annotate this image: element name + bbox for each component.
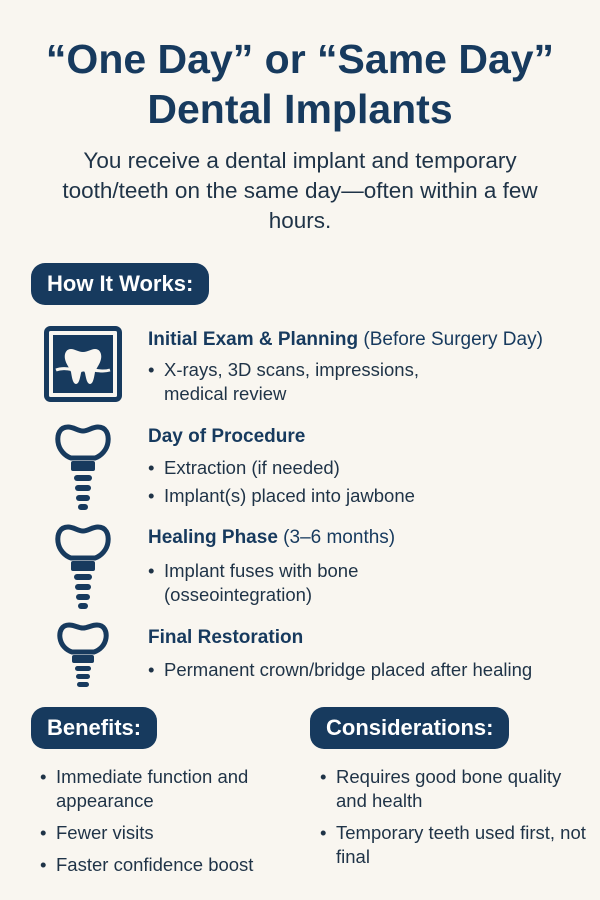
xray-tooth-icon: [44, 326, 122, 402]
title-line-2: Dental Implants: [147, 86, 453, 132]
step-healing-phase-name: Healing Phase: [148, 527, 278, 548]
list-item: • Requires good bone quality and health: [320, 765, 595, 813]
list-item: • Extraction (if needed): [148, 456, 568, 480]
step-initial-exam-name: Initial Exam & Planning: [148, 329, 359, 350]
considerations-heading: Considerations:: [310, 707, 509, 749]
page-title: [0, 34, 600, 134]
list-item: • X-rays, 3D scans, impressions, medical review: [148, 358, 448, 406]
step-final-restoration-name: Final Restoration: [148, 627, 304, 648]
title-line-1: “One Day” or “Same Day”: [45, 36, 555, 82]
list-item: • Faster confidence boost: [40, 853, 280, 877]
list-item: • Temporary teeth used first, not final: [320, 821, 595, 869]
step-day-of-procedure-name: Day of Procedure: [148, 426, 306, 447]
step-healing-phase-bullets: [148, 559, 408, 607]
dental-implant-icon: [54, 524, 112, 610]
step-final-restoration-title: [148, 626, 303, 650]
list-item: • Implant fuses with bone (osseointegration): [148, 559, 408, 607]
how-it-works-heading: How It Works:: [31, 263, 209, 305]
list-item: • Fewer visits: [40, 821, 280, 845]
step-initial-exam-title: [148, 328, 543, 352]
step-day-of-procedure-title: [148, 425, 305, 449]
step-initial-exam-note: (Before Surgery Day): [363, 329, 543, 350]
list-item: • Implant(s) placed into jawbone: [148, 484, 568, 508]
step-day-of-procedure-bullets: [148, 456, 568, 508]
list-item: • Permanent crown/bridge placed after healing: [148, 658, 598, 682]
step-initial-exam-bullets: [148, 358, 448, 406]
step-healing-phase-title: [148, 526, 395, 550]
dental-implant-icon: [54, 424, 112, 512]
step-healing-phase-note: (3–6 months): [283, 527, 396, 548]
step-final-restoration-bullets: [148, 658, 598, 682]
benefits-list: [40, 765, 280, 877]
subtitle: You receive a dental implant and temporary tooth/teeth on the same day—often within a few hours.: [62, 148, 538, 233]
benefits-heading: Benefits:: [31, 707, 157, 749]
considerations-list: [320, 765, 595, 869]
list-item: • Immediate function and appearance: [40, 765, 280, 813]
dental-implant-icon: [56, 622, 110, 692]
